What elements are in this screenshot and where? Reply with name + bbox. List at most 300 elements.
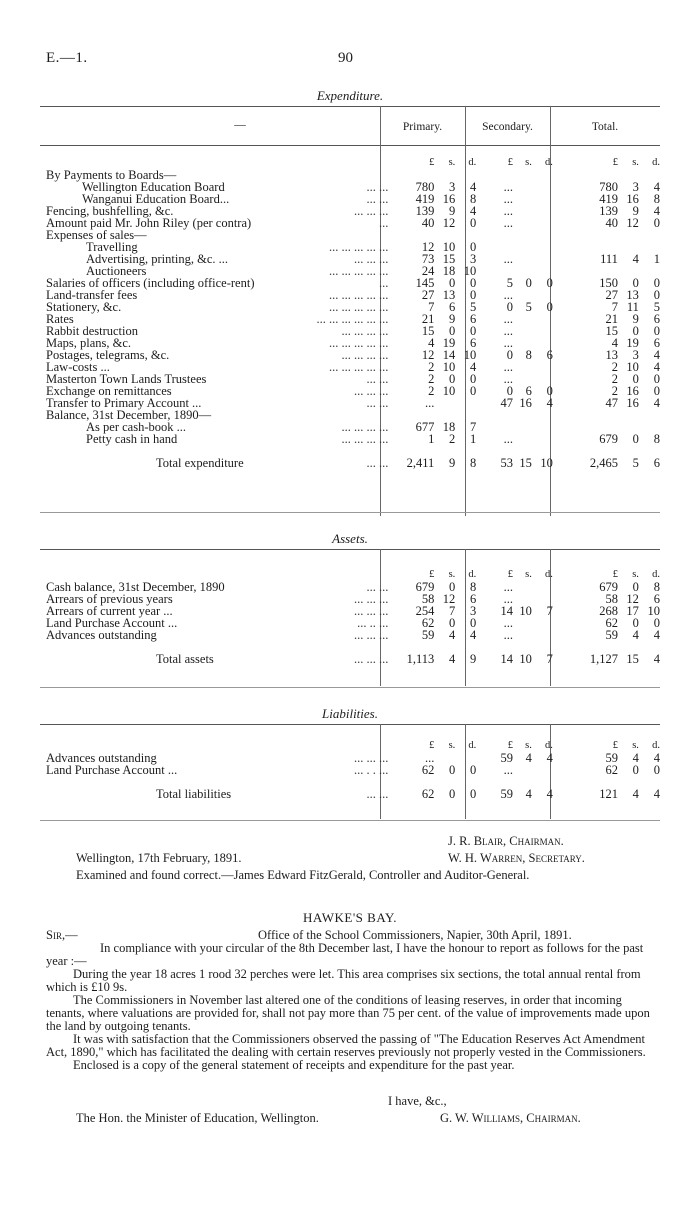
secondary-pounds: ... (503, 216, 513, 230)
primary-shillings: 9 (449, 456, 456, 470)
leader-dots: ... ... ... ... (341, 324, 389, 338)
total-pence: 8 (653, 192, 660, 206)
total-pence: 4 (653, 360, 660, 374)
primary-pounds: 2 (428, 384, 435, 398)
total-shillings: 0 (632, 276, 639, 290)
secondary-shillings (513, 241, 532, 253)
leader-dots: ... ... ... ... (341, 420, 389, 434)
primary-pounds: 7 (428, 300, 435, 314)
primary-pounds: 62 (421, 616, 435, 630)
unit-pounds: £ (612, 569, 618, 580)
total-pence: 6 (653, 312, 660, 326)
secondary-pence (532, 181, 553, 193)
unit-pounds: £ (612, 157, 618, 168)
primary-pounds: 59 (421, 628, 435, 642)
secondary-pence (532, 229, 553, 241)
column-gap (476, 617, 483, 629)
total-pence: 0 (653, 372, 660, 386)
row-label: Cash balance, 31st December, 1890 (46, 580, 225, 594)
units-spacer (308, 157, 392, 169)
primary-pence: 8 (470, 456, 477, 470)
secondary-shillings (513, 325, 532, 337)
secondary-shillings (513, 205, 532, 217)
column-gap (553, 313, 572, 325)
total-pence: 4 (653, 180, 660, 194)
column-gap (553, 764, 572, 776)
primary-pounds: ... (424, 751, 435, 765)
spacer-cell (46, 776, 660, 788)
total-pounds: 679 (599, 580, 618, 594)
leader-dots: ... ... (366, 180, 389, 194)
column-gap (476, 397, 483, 409)
row-label: As per cash-book ... (86, 420, 186, 434)
primary-pence: 0 (470, 324, 477, 338)
primary-shillings: 0 (449, 324, 456, 338)
primary-shillings: 0 (449, 580, 456, 594)
expenditure-table (46, 157, 660, 469)
secondary-pounds: ... (503, 180, 513, 194)
total-shillings: 0 (632, 616, 639, 630)
total-shillings: 19 (626, 336, 639, 350)
leader-dots: ... ... (366, 396, 389, 410)
column-gap (476, 653, 483, 665)
column-gap (476, 217, 483, 229)
leader-dots: ... ... ... ... ... (328, 240, 389, 254)
primary-pence: 6 (470, 336, 477, 350)
total-shillings: 12 (626, 216, 639, 230)
leader-dots: ... ... ... ... ... (328, 288, 389, 302)
secondary-shillings: 0 (525, 276, 532, 290)
statement-date: Wellington, 17th February, 1891. (76, 851, 242, 865)
total-pence: 0 (653, 384, 660, 398)
primary-pounds: 2,411 (406, 456, 435, 470)
row-label: Rates (46, 312, 74, 326)
total-shillings: 10 (626, 360, 639, 374)
leader-dots: ... ... ... ... ... (328, 300, 389, 314)
column-gap (553, 581, 572, 593)
primary-pence: 3 (470, 252, 477, 266)
total-shillings: 4 (632, 252, 639, 266)
row-label: Travelling (86, 240, 138, 254)
secondary-shillings (513, 217, 532, 229)
column-gap (553, 653, 572, 665)
column-gap (476, 265, 483, 277)
primary-shillings: 4 (449, 628, 456, 642)
secondary-pence: 6 (546, 348, 553, 362)
primary-shillings: 0 (449, 787, 456, 801)
row-label: Fencing, bushfelling, &c. (46, 204, 174, 218)
primary-pence: 3 (470, 604, 477, 618)
spacer-row (46, 776, 660, 788)
unit-shillings: s. (525, 157, 532, 168)
secondary-pounds: 14 (500, 652, 513, 666)
unit-pence: d. (652, 569, 660, 580)
total-pence (639, 229, 660, 241)
column-gap (553, 241, 572, 253)
primary-pounds: 4 (428, 336, 435, 350)
secondary-pounds: 59 (500, 787, 513, 801)
total-shillings: 16 (626, 192, 639, 206)
total-pounds: 58 (605, 592, 618, 606)
total-pence: 0 (653, 763, 660, 777)
column-gap (553, 205, 572, 217)
expenditure-title: Expenditure. (316, 88, 384, 103)
primary-pounds: ... (424, 396, 435, 410)
column-gap (476, 373, 483, 385)
secondary-pence (532, 361, 553, 373)
column-gap (476, 253, 483, 265)
column-gap (476, 569, 483, 581)
secondary-shillings (513, 409, 532, 421)
secondary-pence: 0 (546, 300, 553, 314)
total-pounds (572, 229, 618, 241)
row-label: Amount paid Mr. John Riley (per contra) (46, 216, 252, 230)
unit-pounds: £ (429, 569, 435, 580)
column-gap (476, 157, 483, 169)
total-pounds: 27 (605, 288, 618, 302)
row-label: Advertising, printing, &c. ... (86, 252, 228, 266)
total-pounds: 4 (611, 336, 618, 350)
unit-shillings: s. (632, 740, 639, 751)
column-gap (476, 337, 483, 349)
unit-pence: d. (652, 157, 660, 168)
total-row (46, 457, 660, 469)
leader-dots: ... .. ... (357, 616, 389, 630)
secondary-shillings (513, 421, 532, 433)
primary-shillings: 2 (449, 432, 456, 446)
row-label: Wellington Education Board (82, 180, 225, 194)
primary-shillings: 9 (449, 312, 456, 326)
unit-pounds: £ (507, 157, 513, 168)
primary-shillings: 10 (442, 360, 456, 374)
secondary-pence (532, 205, 553, 217)
secondary-pounds: ... (503, 580, 513, 594)
secondary-pence (532, 617, 553, 629)
total-pounds: 150 (599, 276, 618, 290)
primary-pence: 0 (470, 763, 477, 777)
secondary-shillings: 15 (519, 456, 532, 470)
secondary-pounds: ... (503, 204, 513, 218)
leader-dots: ... ... ... (353, 204, 389, 218)
primary-pounds: 2 (428, 372, 435, 386)
total-pence: 1 (653, 252, 660, 266)
column-gap (553, 617, 572, 629)
total-shillings: 0 (632, 324, 639, 338)
total-pence (639, 409, 660, 421)
total-shillings: 4 (632, 751, 639, 765)
primary-shillings: 0 (449, 372, 456, 386)
unit-pence: d. (545, 157, 553, 168)
total-shillings: 0 (632, 580, 639, 594)
total-pounds: 62 (605, 763, 618, 777)
leader-dots: ... ... (366, 456, 389, 470)
column-gap (553, 788, 572, 800)
row-label: Land-transfer fees (46, 288, 138, 302)
primary-pounds: 58 (421, 592, 435, 606)
total-shillings: 9 (632, 312, 639, 326)
total-pence: 4 (653, 628, 660, 642)
total-shillings: 0 (632, 763, 639, 777)
spacer-cell (46, 445, 660, 457)
column-gap (476, 361, 483, 373)
column-gap (476, 289, 483, 301)
table-row (46, 433, 660, 445)
primary-pounds: 1,113 (406, 652, 435, 666)
leader-dots: ... ... ... ... ... (328, 336, 389, 350)
chairman-signature: J. R. Blair, Chairman. (448, 834, 564, 848)
primary-pence: 10 (463, 348, 477, 362)
liabilities-top-rule (40, 724, 660, 725)
primary-pence: 0 (470, 276, 477, 290)
primary-shillings: 19 (442, 336, 456, 350)
total-pounds: 59 (605, 628, 618, 642)
column-gap (553, 740, 572, 752)
primary-shillings: 10 (442, 384, 456, 398)
column-gap (553, 385, 572, 397)
total-pence: 0 (653, 324, 660, 338)
total-row (46, 788, 660, 800)
primary-pence: 4 (470, 628, 477, 642)
leader-dots: ... ... ... (353, 604, 389, 618)
unit-shillings: s. (632, 157, 639, 168)
letter-heading: HAWKE'S BAY. (303, 910, 397, 925)
total-shillings: 15 (626, 652, 639, 666)
secondary-pence (532, 325, 553, 337)
total-shillings: 16 (626, 384, 639, 398)
primary-shillings: 3 (449, 180, 456, 194)
leader-dots: ... ... ... ... (341, 432, 389, 446)
liabilities-table (46, 740, 660, 800)
letter-paragraph: Enclosed is a copy of the general statement of receipts and expenditure for the past year. (73, 1058, 515, 1072)
total-pence: 0 (653, 288, 660, 302)
unit-pounds: £ (507, 569, 513, 580)
column-gap (476, 752, 483, 764)
primary-pence: 6 (470, 312, 477, 326)
total-shillings: 3 (632, 180, 639, 194)
column-gap (476, 193, 483, 205)
total-pounds: 679 (599, 432, 618, 446)
leader-dots: ... ... ... ... ... (328, 360, 389, 374)
total-pounds: 7 (611, 300, 618, 314)
primary-pounds: 145 (415, 276, 435, 290)
secondary-pounds (484, 229, 513, 241)
secondary-shillings: 4 (525, 751, 532, 765)
column-gap (476, 457, 483, 469)
total-pounds: 2 (611, 372, 618, 386)
primary-pounds: 21 (421, 312, 435, 326)
primary-pounds: 139 (415, 204, 435, 218)
column-gap (553, 421, 572, 433)
secondary-shillings: 4 (525, 787, 532, 801)
total-pounds: 139 (599, 204, 618, 218)
primary-pounds: 27 (421, 288, 435, 302)
row-label: By Payments to Boards— (46, 168, 177, 182)
total-shillings: 17 (626, 604, 639, 618)
spacer-row (46, 445, 660, 457)
page-reference: E.—1. (46, 50, 88, 66)
primary-shillings: 10 (442, 240, 456, 254)
primary-shillings: 9 (449, 204, 456, 218)
column-gap (553, 265, 572, 277)
row-label: Transfer to Primary Account ... (46, 396, 202, 410)
column-gap (553, 193, 572, 205)
unit-pounds: £ (429, 740, 435, 751)
leader-dots: ... ... (366, 372, 389, 386)
total-pence: 4 (653, 652, 660, 666)
unit-pence: d. (545, 740, 553, 751)
primary-shillings (434, 397, 455, 409)
total-shillings: 0 (632, 372, 639, 386)
total-shillings (618, 409, 639, 421)
unit-pounds: £ (429, 157, 435, 168)
secondary-shillings: 8 (525, 348, 532, 362)
unit-shillings: s. (525, 740, 532, 751)
total-pounds: 111 (600, 252, 618, 266)
column-gap (476, 205, 483, 217)
unit-pence: d. (652, 740, 660, 751)
primary-pounds: 62 (421, 763, 435, 777)
column-header-primary: Primary. (402, 121, 443, 133)
secondary-shillings (513, 764, 532, 776)
row-label: Arrears of current year ... (46, 604, 173, 618)
total-pence: 0 (653, 276, 660, 290)
total-label: Total assets (156, 652, 214, 666)
column-gap (553, 433, 572, 445)
assets-table (46, 569, 660, 665)
leader-dots: ... ... ... (353, 592, 389, 606)
total-pounds: 13 (605, 348, 618, 362)
row-label: Land Purchase Account ... (46, 763, 178, 777)
liabilities-bottom-rule (40, 820, 660, 821)
unit-pence: d. (545, 569, 553, 580)
secondary-pounds: 0 (506, 300, 513, 314)
total-shillings: 13 (626, 288, 639, 302)
secondary-pounds: ... (503, 592, 513, 606)
secondary-pence (532, 217, 553, 229)
primary-pence: 1 (470, 432, 477, 446)
column-gap (476, 385, 483, 397)
secondary-pounds (484, 409, 513, 421)
secondary-shillings (513, 629, 532, 641)
leader-dots: ... ... ... ... ... (328, 264, 389, 278)
column-gap (553, 289, 572, 301)
row-label: Stationery, &c. (46, 300, 122, 314)
secondary-pounds: 14 (500, 604, 513, 618)
column-gap (476, 169, 483, 181)
column-gap (476, 301, 483, 313)
secondary-pence: 4 (546, 396, 553, 410)
primary-pence: 0 (470, 616, 477, 630)
top-rule (40, 106, 660, 107)
total-pounds: 2 (611, 360, 618, 374)
column-gap (476, 593, 483, 605)
row-label: Maps, plans, &c. (46, 336, 132, 350)
expenditure-bottom-rule (40, 512, 660, 513)
secondary-shillings (513, 617, 532, 629)
secondary-pence: 10 (540, 456, 553, 470)
row-label: Expenses of sales— (46, 228, 147, 242)
total-pounds: 1,127 (589, 652, 618, 666)
column-gap (553, 409, 572, 421)
column-gap (476, 740, 483, 752)
primary-pounds: 677 (415, 420, 435, 434)
total-shillings: 11 (626, 300, 639, 314)
secondary-pence: 0 (546, 276, 553, 290)
primary-pounds: 62 (421, 787, 435, 801)
leader-dots: ... ... ... (353, 252, 389, 266)
row-label: Land Purchase Account ... (46, 616, 178, 630)
column-gap (553, 457, 572, 469)
total-shillings: 9 (632, 204, 639, 218)
secondary-pence: 4 (546, 787, 553, 801)
total-shillings: 5 (632, 456, 639, 470)
primary-shillings: 0 (449, 276, 456, 290)
secondary-shillings (513, 253, 532, 265)
primary-pence: 7 (470, 420, 477, 434)
leader-dots: ... . . ... (353, 763, 389, 777)
column-gap (553, 229, 572, 241)
column-gap (553, 373, 572, 385)
unit-pence: d. (468, 569, 477, 580)
primary-pounds: 679 (415, 580, 435, 594)
primary-pounds: 73 (421, 252, 435, 266)
primary-pence: 6 (470, 592, 477, 606)
secondary-pounds: ... (503, 312, 513, 326)
column-header-blank: — (234, 119, 246, 131)
column-gap (553, 337, 572, 349)
primary-pounds: 1 (428, 432, 435, 446)
column-gap (553, 301, 572, 313)
primary-shillings: 18 (442, 420, 456, 434)
row-label: Advances outstanding (46, 751, 157, 765)
secondary-shillings (513, 229, 532, 241)
secondary-shillings: 5 (525, 300, 532, 314)
row-label: Masterton Town Lands Trustees (46, 372, 207, 386)
secondary-pounds: ... (503, 763, 513, 777)
letter-addressee: The Hon. the Minister of Education, Wellington. (76, 1111, 319, 1125)
column-gap (553, 593, 572, 605)
total-pence: 6 (653, 592, 660, 606)
primary-pence: 4 (470, 360, 477, 374)
primary-pence: 4 (470, 180, 477, 194)
secondary-pence (532, 169, 553, 181)
secondary-pounds: 5 (506, 276, 513, 290)
total-pence: 4 (653, 348, 660, 362)
secondary-shillings (513, 433, 532, 445)
primary-pounds: 24 (421, 264, 435, 278)
leader-dots: ... ... (366, 787, 389, 801)
primary-shillings: 4 (449, 652, 456, 666)
row-label: Wanganui Education Board... (82, 192, 230, 206)
primary-pounds: 254 (415, 604, 435, 618)
total-pounds: 47 (605, 396, 618, 410)
leader-dots: ... ... ... (353, 384, 389, 398)
unit-shillings: s. (525, 569, 532, 580)
total-shillings: 16 (626, 396, 639, 410)
column-header-total: Total. (591, 121, 619, 133)
total-pence: 4 (653, 751, 660, 765)
letter-salutation: Sir,— (46, 928, 78, 942)
primary-pounds: 2 (428, 360, 435, 374)
total-shillings: 0 (632, 432, 639, 446)
secondary-pounds: ... (503, 432, 513, 446)
row-label: Balance, 31st December, 1890— (46, 408, 212, 422)
total-pounds: 62 (605, 616, 618, 630)
letter-body (46, 942, 656, 1072)
column-gap (553, 752, 572, 764)
row-label: Advances outstanding (46, 628, 157, 642)
secondary-pence: 7 (546, 604, 553, 618)
